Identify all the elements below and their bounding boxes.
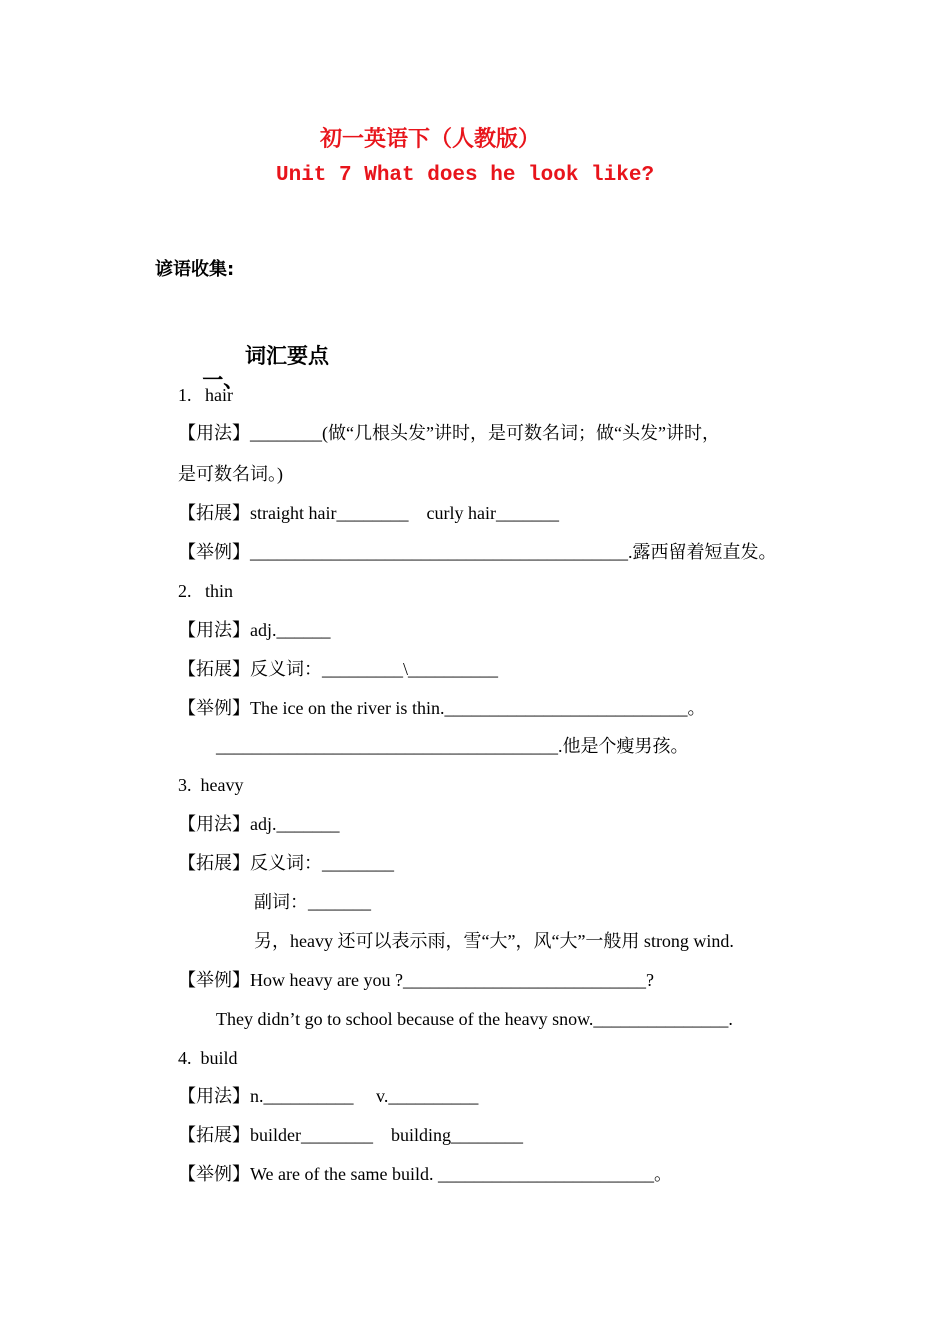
item-1-extension: 【拓展】straight hair________ curly hair_______ [178, 503, 559, 523]
item-2-usage: 【用法】adj.______ [178, 620, 331, 640]
item-1-usage-cont: 是可数名词。) [178, 464, 283, 484]
item-4-example: 【举例】We are of the same build. ________________________。 [178, 1164, 672, 1184]
item-2-heading: 2. thin [178, 581, 234, 601]
proverbs-heading: 谚语收集: [155, 259, 235, 280]
item-2-extension: 【拓展】反义词：_________\__________ [178, 659, 499, 679]
item-2-example-2: ______________________________________.他是个瘦男孩。 [216, 736, 689, 756]
item-3-example: 【举例】How heavy are you ?___________________________? [178, 970, 654, 990]
item-3-extension-note: 另，heavy 还可以表示雨，雪“大”，风“大”一般用 strong wind. [254, 931, 734, 951]
item-4-extension: 【拓展】builder________ building________ [178, 1125, 523, 1145]
document-title: 初一英语下（人教版） [320, 127, 541, 152]
unit-title: Unit 7 What does he look like? [276, 164, 655, 187]
item-4-usage: 【用法】n.__________ v.__________ [178, 1086, 479, 1106]
section-number: 一、 [202, 368, 245, 392]
item-1-example: 【举例】__________________________________________.露西留着短直发。 [178, 542, 777, 562]
item-3-example-2: They didn’t go to school because of the heavy snow._______________. [216, 1009, 733, 1029]
item-4-heading: 4. build [178, 1048, 238, 1068]
item-1-usage: 【用法】________(做“几根头发”讲时，是可数名词；做“头发”讲时， [178, 423, 720, 443]
item-3-usage: 【用法】adj._______ [178, 814, 340, 834]
section-title: 词汇要点 [245, 344, 329, 368]
item-3-extension: 【拓展】反义词：________ [178, 853, 394, 873]
item-2-example: 【举例】The ice on the river is thin.___________________________。 [178, 698, 706, 718]
item-3-extension-adverb: 副词：_______ [254, 892, 371, 912]
item-3-heading: 3. heavy [178, 775, 244, 795]
item-1-heading: 1. hair [178, 385, 233, 405]
